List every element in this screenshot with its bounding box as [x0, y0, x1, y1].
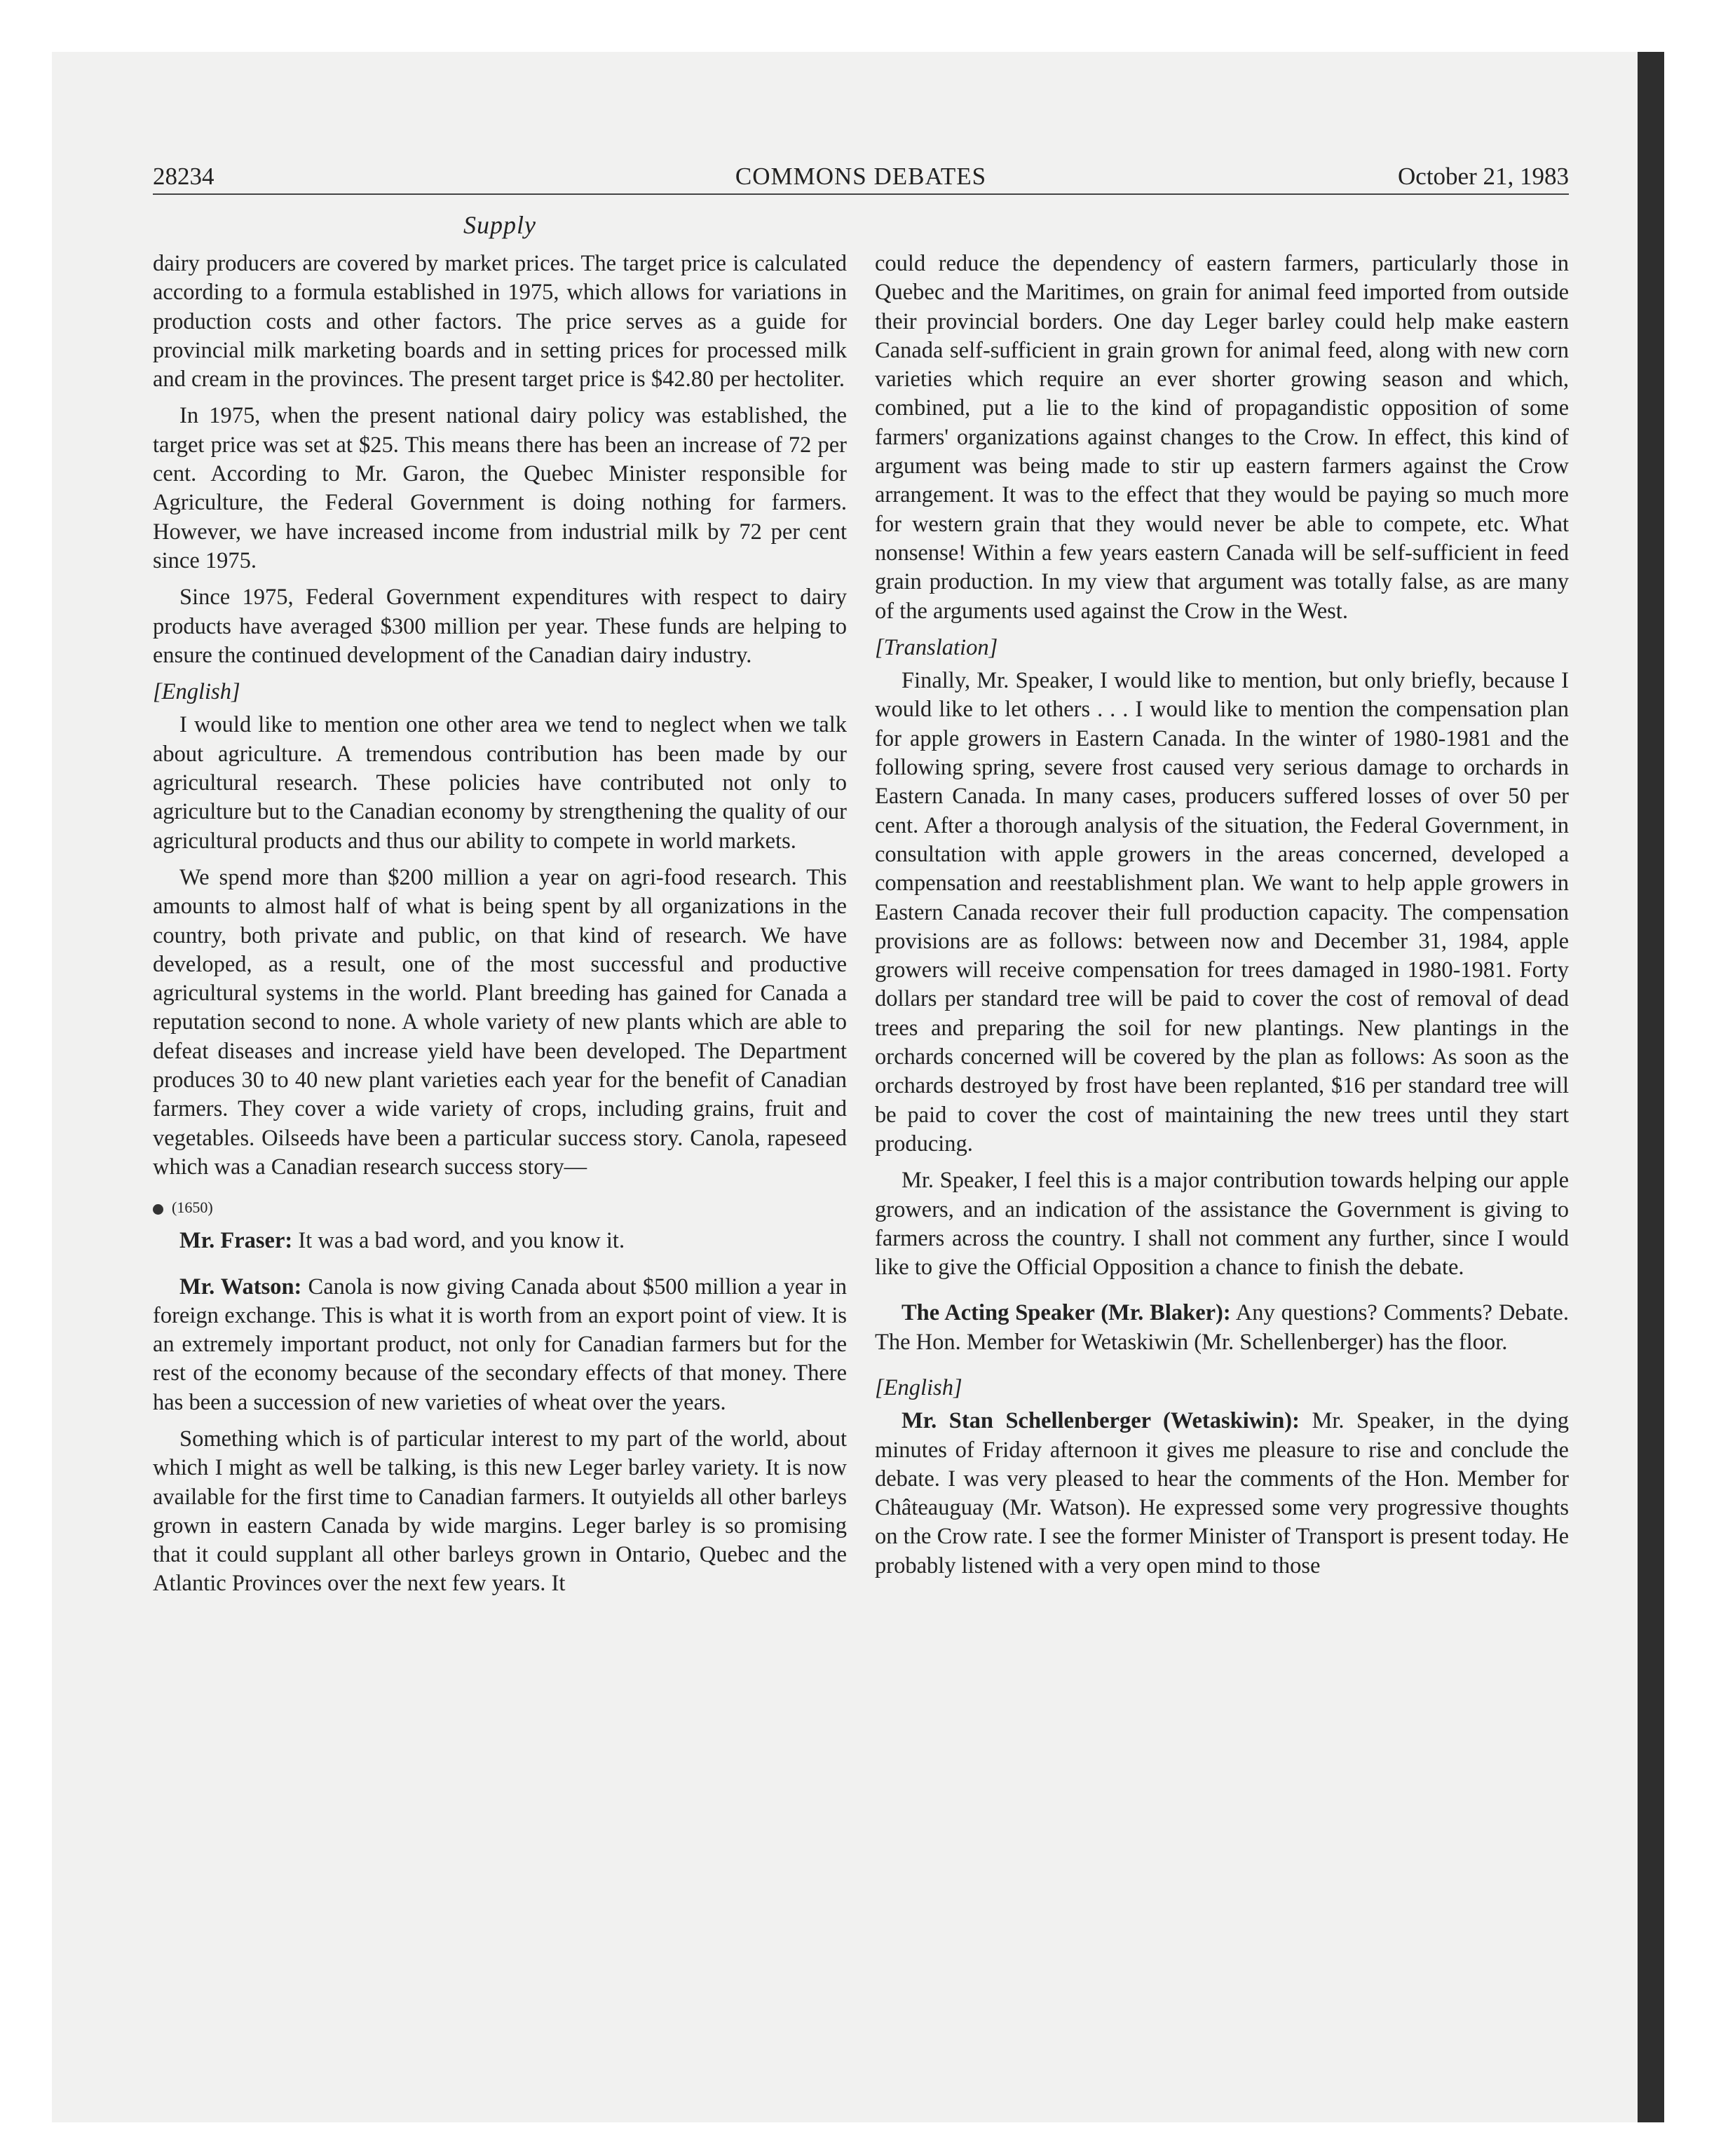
scan-edge — [1638, 52, 1664, 2122]
page-number: 28234 — [153, 163, 215, 190]
speech-text: Any questions? Comments? Debate. The Hon. Member for Wetaskiwin (Mr. Schellenberger) has the floor. — [875, 1300, 1569, 1355]
paragraph: In 1975, when the present national dairy policy was established, the target price was set at $25. This means there has been an increase of 72 per cent. According to Mr. Garon, the Quebec Minister responsible for Agriculture, the Federal Government is doing nothing for farmers. However, we have increased income from industrial milk by 72 per cent since 1975. — [153, 403, 847, 573]
speaker-name: Mr. Stan Schellenberger (Wetaskiwin): — [901, 1408, 1300, 1434]
page-header — [153, 163, 1569, 195]
paragraph: We spend more than $200 million a year on agri-food research. This amounts to almost half of what is being spent by all organizations in the country, both private and public, on that kind of research. We have developed, as a result, one of the most successful and productive agricultural systems in the world. Plant breeding has gained for Canada a reputation second to none. A whole variety of new plants which are able to defeat diseases and increase yield have been developed. The Department produces 30 to 40 new plant varieties each year for the benefit of Canadian farmers. They cover a wide variety of crops, including grains, fruit and vegetables. Oilseeds have been a particular success story. Canola, rapeseed which was a Canadian research success story— — [153, 864, 847, 1180]
speaker-name: The Acting Speaker (Mr. Blaker): — [901, 1300, 1231, 1326]
time-marker-text: (1650) — [172, 1199, 213, 1217]
language-note: [Translation] — [875, 634, 998, 660]
speech-schellenberger — [875, 1407, 1569, 1581]
speaker-name: Mr. Watson: — [179, 1274, 302, 1299]
speech-text: It was a bad word, and you know it. — [298, 1228, 625, 1254]
paragraph: Finally, Mr. Speaker, I would like to mention, but only briefly, because I would like to let others . . . I would like to mention the compensation plan for apple growers in Eastern Canada. In the winter of 1980-1981 and the following spring, severe frost caused very serious damage to orchards in Eastern Canada. In many cases, producers suffered losses of over 50 per cent. After a thorough analysis of the situation, the Federal Government, in consultation with apple growers in the areas concerned, developed a compensation and reestablishment plan. We want to help apple growers in Eastern Canada recover their full production capacity. The compensation provisions are as follows: between now and December 31, 1984, apple growers will receive compensation for trees damaged in 1980-1981. Forty dollars per standard tree will be paid to cover the cost of removal of dead trees and preparing the soil for new plantings. New plantings in the orchards concerned will be covered by the plan as follows: As soon as the orchards destroyed by frost have been replanted, $16 per standard tree will be paid to cover the cost of maintaining the new trees until they start producing. — [875, 668, 1569, 1157]
language-note: [English] — [875, 1374, 962, 1400]
left-column — [153, 250, 847, 1606]
speech-watson — [153, 1273, 847, 1417]
speech-acting-speaker — [875, 1299, 1569, 1357]
paragraph: could reduce the dependency of eastern farmers, particularly those in Quebec and the Maritimes, on grain for animal feed imported from outside their provincial borders. One day Leger barley could help make eastern Canada self-sufficient in grain grown for animal feed, along with new corn varieties which require an ever shorter growing season and which, combined, put a lie to the kind of propagandistic opposition of some farmers' organizations against changes to the Crow. In effect, this kind of argument was being made to stir up eastern farmers against the Crow arrangement. It was to the effect that they would be paying so much more for western grain that they would never be able to compete, etc. What nonsense! Within a few years eastern Canada will be self-sufficient in feed grain production. In my view that argument was totally false, as are many of the arguments used against the Crow in the West. — [875, 251, 1569, 624]
speech-text: Canola is now giving Canada about $500 million a year in foreign exchange. This is what it is worth from an export point of view. It is an extremely important product, not only for Canadian farmers but for the rest of the economy because of the secondary effects of that money. There has been a succession of new varieties of wheat over the years. — [153, 1274, 848, 1415]
speech-text: Mr. Speaker, in the dying minutes of Friday afternoon it gives me pleasure to rise and conclude the debate. I was very pleased to hear the comments of the Hon. Member for Châteauguay (Mr. Watson). He expressed some very progressive thoughts on the Crow rate. I see the former Minister of Transport is present today. He probably listened with a very open mind to those — [875, 1408, 1569, 1578]
bullet-icon — [153, 1204, 163, 1215]
publication-date: October 21, 1983 — [1398, 163, 1569, 190]
speech-fraser — [153, 1227, 847, 1255]
paragraph: dairy producers are covered by market prices. The target price is calculated according to a formula established in 1975, which allows for variations in production costs and other factors. The price serves as a guide for provincial milk marketing boards and in setting prices for processed milk and cream in the provinces. The present target price is $42.80 per hectoliter. — [153, 251, 847, 393]
language-note: [English] — [153, 679, 240, 705]
paragraph: Since 1975, Federal Government expenditures with respect to dairy products have averaged $300 million per year. These funds are helping to ensure the continued development of the Canadian dairy industry. — [153, 585, 847, 668]
right-column — [875, 250, 1569, 1588]
publication-title: COMMONS DEBATES — [735, 163, 987, 190]
paragraph: I would like to mention one other area we tend to neglect when we talk about agriculture. A tremendous contribution has been made by our agricultural research. These policies have contributed not only to agriculture but to the Canadian economy by strengthening the quality of our agricultural products and thus our ability to compete in world markets. — [153, 712, 847, 854]
paragraph: Something which is of particular interest to my part of the world, about which I might as well be talking, is this new Leger barley variety. It is now available for the first time to Canadian farmers. It outyields all other barleys grown in eastern Canada by wide margins. Leger barley is so promising that it could supplant all other barleys grown in Ontario, Quebec and the Atlantic Provinces over the next few years. It — [153, 1426, 848, 1597]
paragraph: Mr. Speaker, I feel this is a major contribution towards helping our apple growers, and an indication of the assistance the Government is giving to farmers across the country. I shall not comment any further, since I would like to give the Official Opposition a chance to finish the debate. — [875, 1168, 1569, 1281]
time-marker — [153, 1197, 847, 1218]
section-title: Supply — [463, 211, 536, 239]
speaker-name: Mr. Fraser: — [179, 1228, 293, 1254]
